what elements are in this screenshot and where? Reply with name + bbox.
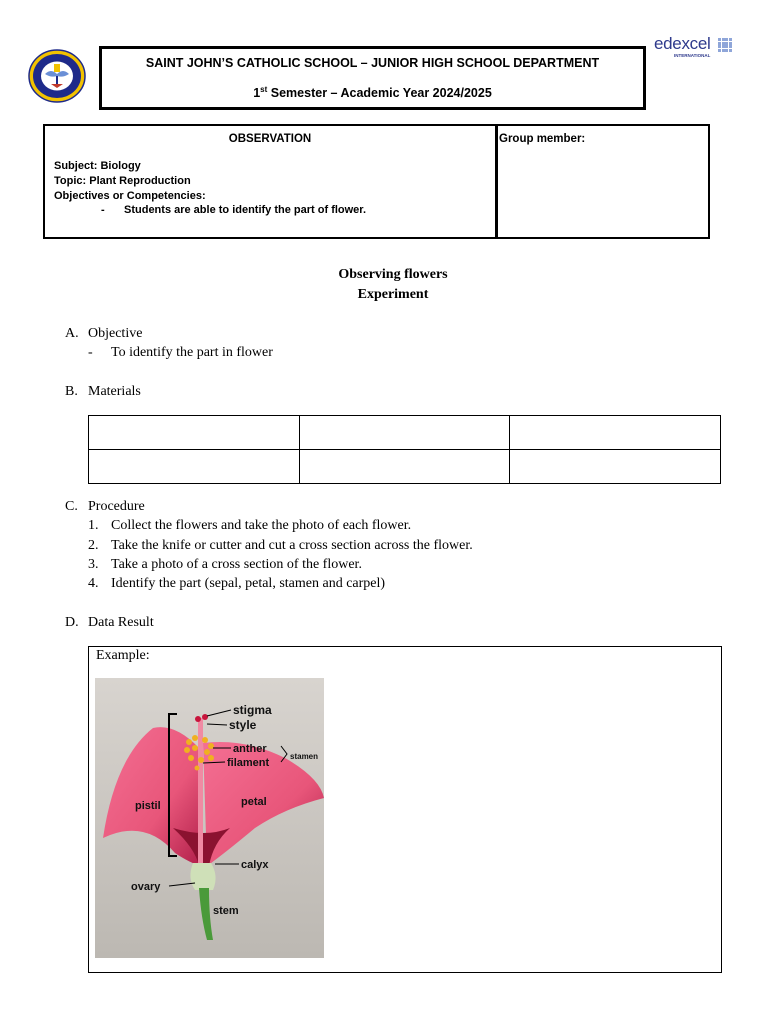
step-text: Collect the flowers and take the photo of each flower. [111, 518, 412, 533]
objectives-label: Objectives or Competencies: [54, 190, 206, 202]
edexcel-grid-icon [718, 38, 732, 52]
stamen-label: stamen [290, 752, 319, 761]
section-a-letter: A. [65, 326, 79, 341]
school-title: SAINT JOHN’S CATHOLIC SCHOOL – JUNIOR HIGH SCHOOL DEPARTMENT [145, 56, 600, 70]
section-b-letter: B. [65, 384, 78, 399]
subject-line: Subject: Biology [54, 160, 141, 172]
step-text: Identify the part (sepal, petal, stamen and carpel) [111, 576, 386, 591]
step-text: Take a photo of a cross section of the flower. [111, 557, 362, 572]
calyx-label: calyx [241, 859, 269, 871]
semester-line [102, 85, 643, 100]
table-cell[interactable] [89, 450, 300, 484]
step-number: 3. [88, 557, 99, 572]
style-label: style [229, 718, 257, 732]
table-row [89, 416, 721, 450]
school-header-box [99, 46, 646, 110]
observation-box [43, 124, 710, 239]
school-crest-icon [27, 48, 87, 104]
section-d-letter: D. [65, 615, 79, 630]
materials-table [88, 415, 721, 484]
table-cell[interactable] [89, 416, 300, 450]
edexcel-logo [654, 34, 736, 60]
table-cell[interactable] [510, 450, 721, 484]
table-cell[interactable] [510, 416, 721, 450]
objective-item: Students are able to identify the part of flower. [124, 204, 367, 216]
calyx-shape [190, 863, 215, 890]
semester-rest: Semester – Academic Year 2024/2025 [267, 86, 492, 101]
pistil-label: pistil [135, 800, 161, 812]
section-a-label: Objective [88, 326, 143, 341]
step-number: 2. [88, 538, 99, 553]
data-result-box [88, 646, 722, 973]
topic-line: Topic: Plant Reproduction [54, 175, 191, 187]
example-label: Example: [96, 648, 150, 663]
section-c-label: Procedure [88, 499, 145, 514]
section-a-item: To identify the part in flower [111, 345, 273, 360]
table-row [89, 450, 721, 484]
semester-number: 1 [253, 86, 261, 101]
flower-diagram [95, 678, 324, 958]
semester-ordinal: st [260, 85, 268, 94]
ovary-label: ovary [131, 881, 161, 893]
observation-divider [495, 126, 498, 237]
section-a-dash: - [88, 345, 93, 360]
stem-label: stem [213, 905, 239, 917]
section-d-label: Data Result [88, 615, 154, 630]
page-title: Observing flowers [338, 267, 448, 282]
page-subtitle: Experiment [357, 287, 429, 302]
table-cell[interactable] [299, 416, 510, 450]
section-c-letter: C. [65, 499, 78, 514]
filament-label: filament [227, 757, 270, 769]
objective-bullet: - [101, 204, 105, 216]
edexcel-wordmark: edexcel [654, 34, 711, 53]
table-cell[interactable] [299, 450, 510, 484]
petal-label: petal [241, 796, 267, 808]
step-number: 1. [88, 518, 99, 533]
step-text: Take the knife or cutter and cut a cross section across the flower. [111, 538, 473, 553]
edexcel-subtitle: INTERNATIONAL [674, 53, 711, 58]
stigma-label: stigma [233, 703, 272, 717]
observation-title: OBSERVATION [228, 133, 312, 145]
anther-label: anther [233, 743, 267, 755]
section-b-label: Materials [88, 384, 141, 399]
step-number: 4. [88, 576, 99, 591]
group-member-label: Group member: [499, 133, 586, 145]
